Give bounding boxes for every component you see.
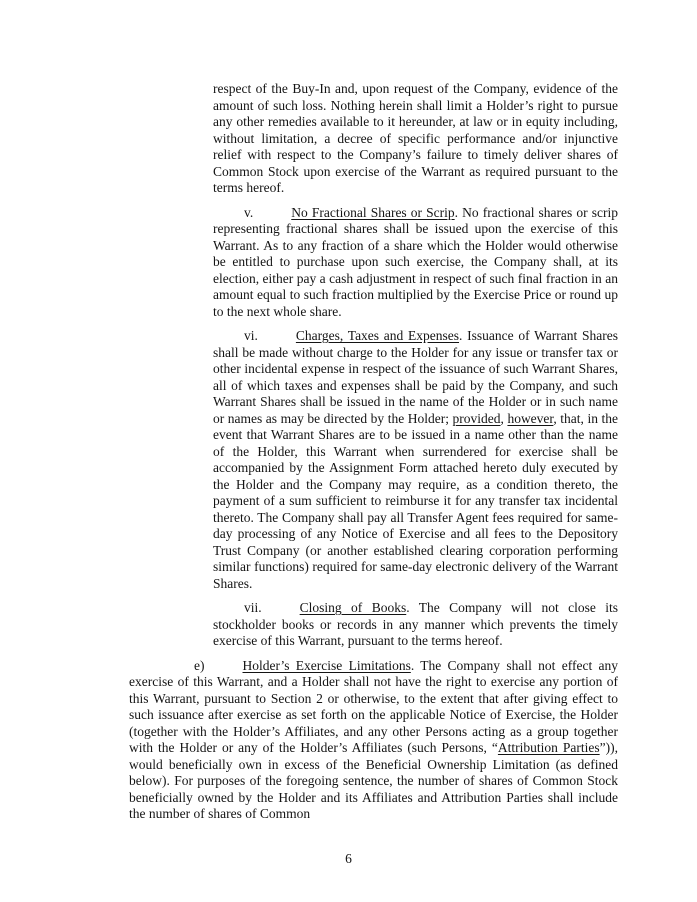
section-heading: Charges, Taxes and Expenses — [295, 328, 460, 343]
paragraph-text: . The Company will not close its stockholder books or records in any manner which prevents the timely exercise of this Warrant, pursuant to the terms hereof. — [213, 600, 618, 648]
section-letter: e) — [194, 657, 205, 673]
paragraph-text: ”)), would beneficially own in excess of the Beneficial Ownership Limitation (as defined below). For purposes of the foregoing sentence, the number of shares of Common Stock beneficially owned by the Holder and its Affiliates and Attribution Parties shall include the number of shares of Common — [129, 740, 618, 821]
paragraph-v-no-fractional-shares — [213, 205, 618, 321]
paragraph-text: . Issuance of Warrant Shares shall be made without charge to the Holder for any issue or transfer tax or other incidental expense in respect of the issuance of such Warrant Shares, all of which taxes and expenses shall be paid by the Company, and such Warrant Shares shall be issued in the name of the Holder or in such name or names as may be directed by the Holder; — [213, 328, 618, 426]
paragraph-text: . The Company shall not effect any exercise of this Warrant, and a Holder shall not have the right to exercise any portion of this Warrant, pursuant to Section 2 or otherwise, to the extent that after giving effect to such issuance after exercise as set forth on the applicable Notice of Exercise, the Holder (together with the Holder’s Affiliates, and any other Persons acting as a group together with the Holder or any of the Holder’s Affiliates (such Persons, “ — [129, 657, 618, 755]
paragraph-buyin-continuation — [213, 81, 618, 197]
paragraph-text: , that, in the event that Warrant Shares are to be issued in a name other than the name of the Holder, this Warrant when surrendered for exercise shall be accompanied by the Assignment Form attached hereto duly executed by the Holder and the Company may require, as a condition thereto, the payment of a sum sufficient to reimburse it for any transfer tax incidental thereto. The Company shall pay all Transfer Agent fees required for same-day processing of any Notice of Exercise and all fees to the Depository Trust Company (or another established clearing corporation performing similar functions) required for same-day electronic delivery of the Warrant Shares. — [213, 410, 618, 591]
document-body — [129, 81, 618, 831]
defined-term-attribution-parties: Attribution Parties — [497, 740, 600, 755]
defined-term-provided: provided — [452, 410, 501, 426]
paragraph-text: , — [500, 410, 508, 426]
section-number: v. — [244, 204, 254, 220]
section-heading: Closing of Books — [299, 600, 407, 615]
paragraph-vi-charges-taxes-expenses — [213, 328, 618, 592]
section-number: vi. — [244, 328, 258, 343]
paragraph-vii-closing-of-books — [213, 600, 618, 650]
paragraph-e-holders-exercise-limitations — [129, 658, 618, 823]
defined-term-however: however — [507, 410, 554, 426]
section-number: vii. — [244, 600, 262, 615]
page-number: 6 — [345, 851, 352, 866]
section-heading: Holder’s Exercise Limitations — [242, 657, 411, 673]
paragraph-text: . No fractional shares or scrip representing fractional shares shall be issued upon the exercise of this Warrant. As to any fraction of a share which the Holder would otherwise be entitled to purchase upon such exercise, the Company shall, at its election, either pay a cash adjustment in respect of such final fraction in an amount equal to such fraction multiplied by the Exercise Price or round up to the next whole share. — [213, 204, 618, 319]
paragraph-text: respect of the Buy-In and, upon request of the Company, evidence of the amount of such loss. Nothing herein shall limit a Holder’s right to pursue any other remedies available to it hereunder, at law or in equity including, without limitation, a decree of specific performance and/or injunctive relief with respect to the Company’s failure to timely deliver shares of Common Stock upon exercise of the Warrant as required pursuant to the terms hereof. — [213, 81, 618, 195]
page-footer — [0, 851, 697, 868]
section-heading: No Fractional Shares or Scrip — [291, 204, 455, 220]
